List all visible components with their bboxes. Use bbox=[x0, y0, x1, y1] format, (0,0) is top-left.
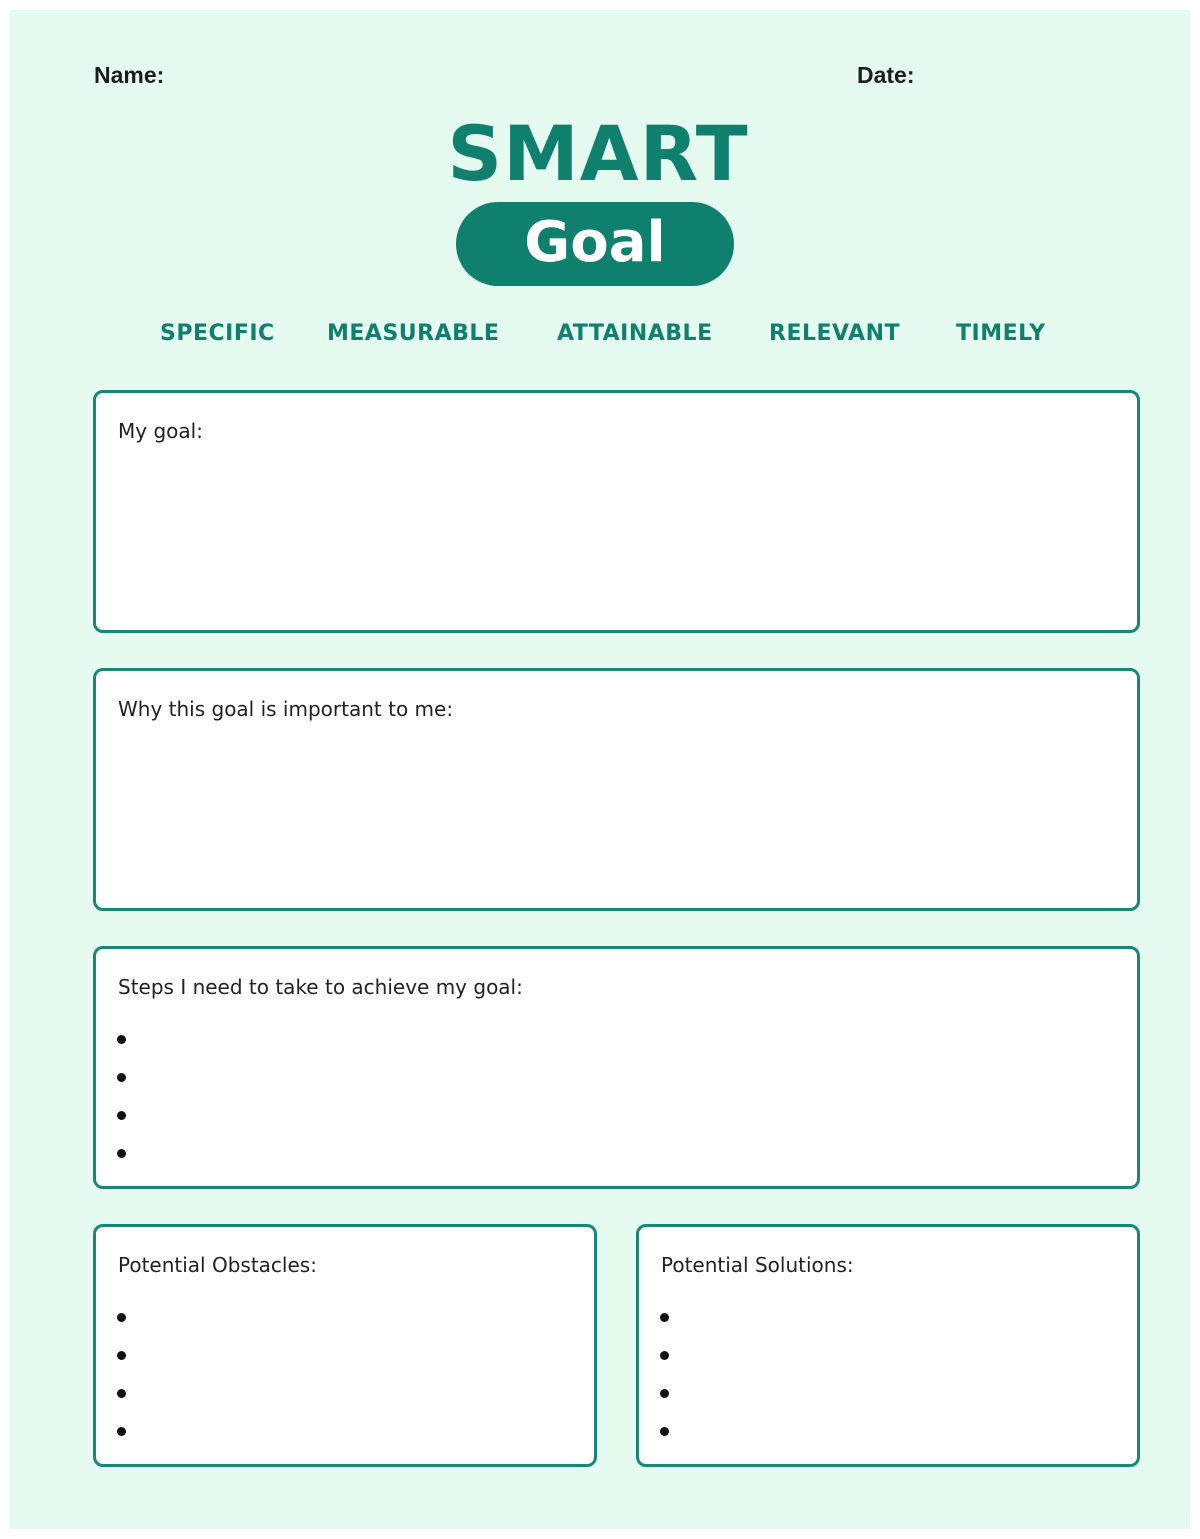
obstacles-box[interactable] bbox=[93, 1224, 597, 1467]
solutions-bullet-list bbox=[660, 1313, 669, 1465]
my-goal-box[interactable] bbox=[93, 390, 1140, 633]
obstacles-bullet-list bbox=[117, 1313, 126, 1465]
why-important-label: Why this goal is important to me: bbox=[118, 697, 454, 721]
criterion-attainable: ATTAINABLE bbox=[557, 321, 713, 346]
bullet-point bbox=[660, 1351, 669, 1360]
page-title: SMART bbox=[447, 109, 749, 198]
solutions-label: Potential Solutions: bbox=[661, 1253, 854, 1277]
bullet-point bbox=[117, 1427, 126, 1436]
criterion-relevant: RELEVANT bbox=[769, 321, 900, 346]
bullet-point bbox=[660, 1389, 669, 1398]
bullet-point bbox=[117, 1389, 126, 1398]
bullet-point bbox=[117, 1149, 126, 1158]
bullet-point bbox=[117, 1035, 126, 1044]
bullet-point bbox=[117, 1313, 126, 1322]
why-important-box[interactable] bbox=[93, 668, 1140, 911]
bullet-point bbox=[117, 1073, 126, 1082]
worksheet-page bbox=[10, 10, 1190, 1529]
criterion-measurable: MEASURABLE bbox=[327, 321, 500, 346]
date-label: Date: bbox=[857, 62, 915, 88]
criterion-timely: TIMELY bbox=[956, 321, 1046, 346]
bullet-point bbox=[117, 1351, 126, 1360]
criterion-specific: SPECIFIC bbox=[160, 321, 275, 346]
solutions-box[interactable] bbox=[636, 1224, 1140, 1467]
obstacles-label: Potential Obstacles: bbox=[118, 1253, 317, 1277]
title-pill: Goal bbox=[456, 202, 734, 286]
steps-bullet-list bbox=[117, 1035, 126, 1187]
bullet-point bbox=[117, 1111, 126, 1120]
bullet-point bbox=[660, 1313, 669, 1322]
name-label: Name: bbox=[94, 62, 165, 88]
steps-box[interactable] bbox=[93, 946, 1140, 1189]
bullet-point bbox=[660, 1427, 669, 1436]
steps-label: Steps I need to take to achieve my goal: bbox=[118, 975, 523, 999]
my-goal-label: My goal: bbox=[118, 419, 203, 443]
